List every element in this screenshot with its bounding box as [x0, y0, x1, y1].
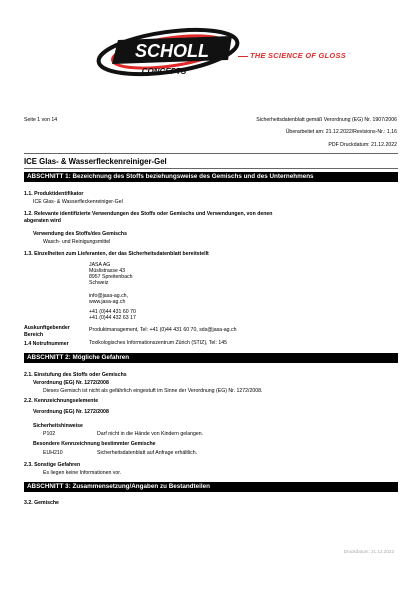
supplier-web-link[interactable]: www.jasa-ag.ch [89, 299, 126, 305]
safety-label: Sicherheitshinweise [33, 423, 83, 429]
supplier-street: Müslistrasse 43 [89, 268, 126, 274]
s23-label: 2.3. Sonstige Gefahren [24, 462, 81, 468]
logo-subtext: CONCEPTS [141, 67, 187, 76]
s14-label: 1.4 Notrufnummer [24, 341, 69, 347]
page-count: Seite 1 von 14 [24, 117, 58, 123]
s11-label: 1.1. Produktidentifikator [24, 191, 84, 197]
print-date: PDF Druckdatum: 21.12.2022 [328, 142, 397, 148]
supplier-city: 8957 Spreitenbach [89, 274, 133, 280]
euh-text: Sicherheitsdatenblatt auf Anfrage erhältlich. [97, 450, 198, 456]
reg-value: Dieses Gemisch ist nicht als gefährlich eingestuft im Sinne der Verordnung (EG) Nr. 1272/2008. [43, 388, 263, 394]
s22-label: 2.2. Kennzeichnungselemente [24, 398, 99, 404]
s32-label: 3.2. Gemische [24, 500, 59, 506]
product-title: ICE Glas- & Wasserfleckenreiniger-Gel [24, 157, 167, 166]
supplier-name: JASA AG [89, 262, 111, 268]
reg-label-2: Verordnung (EG) Nr. 1272/2008 [33, 409, 109, 415]
s13-label: 1.3. Einzelheiten zum Lieferanten, der das Sicherheitsdatenblatt bereitstellt [24, 251, 209, 257]
s11-value: ICE Glas- & Wasserfleckenreiniger-Gel [33, 199, 123, 205]
p-text: Darf nicht in die Hände von Kindern gelangen. [97, 431, 204, 437]
use-value: Wasch- und Reinigungsmittel [43, 239, 111, 245]
company-logo [82, 22, 252, 84]
section-3-header: ABSCHNITT 3: Zusammensetzung/Angaben zu Bestandteilen [24, 482, 398, 492]
footer-print-date: Druckdatum: 21.12.2022 [343, 549, 394, 554]
info-value: Produktmanagement, Tel: +41 (0)44 431 60 70, sds@jasa-ag.ch [89, 327, 237, 333]
section-1-header: ABSCHNITT 1: Bezeichnung des Stoffs beziehungsweise des Gemischs und des Unternehmens [24, 172, 398, 182]
special-label: Besondere Kennzeichnung bestimmter Gemische [33, 441, 156, 447]
supplier-phone: +41 (0)44 431 60 70 [89, 309, 136, 315]
logo-text: SCHOLL [135, 41, 209, 61]
tagline-dash [238, 56, 248, 57]
revision-date: Überarbeitet am: 21.12.2022/Revisions-Nr.: 1,16 [285, 129, 397, 135]
info-label: Auskunftgebender [24, 325, 70, 331]
p-code: P102 [43, 431, 56, 437]
supplier-email-link[interactable]: info@jasa-ag.ch, [89, 293, 129, 299]
tagline: THE SCIENCE OF GLOSS [250, 51, 346, 60]
s12-label-cont: abgeraten wird [24, 218, 61, 224]
regulation-ref: Sicherheitsdatenblatt gemäß Verordnung (EG) Nr. 1907/2006 [256, 117, 397, 123]
s12-label: 1.2. Relevante identifizierte Verwendungen des Stoffs oder Gemischs und Verwendungen, von denen [24, 211, 273, 217]
logo-graphic [82, 22, 252, 84]
divider [24, 153, 398, 154]
use-label: Verwendung des Stoffs/des Gemischs [33, 231, 127, 237]
reg-label: Verordnung (EG) Nr. 1272/2008 [33, 380, 109, 386]
divider [24, 168, 398, 169]
s21-label: 2.1. Einstufung des Stoffs oder Gemischs [24, 372, 127, 378]
section-2-header: ABSCHNITT 2: Mögliche Gefahren [24, 353, 398, 363]
supplier-country: Schweiz [89, 280, 109, 286]
s14-value: Toxikologisches Informationszentrum Zürich (STIZ), Tel: 145 [89, 340, 227, 346]
supplier-fax: +41 (0)44 432 63 17 [89, 315, 136, 321]
s23-value: Es liegen keine Informationen vor. [43, 470, 122, 476]
info-label-cont: Bereich [24, 332, 44, 338]
euh-code: EUH210 [43, 450, 63, 456]
